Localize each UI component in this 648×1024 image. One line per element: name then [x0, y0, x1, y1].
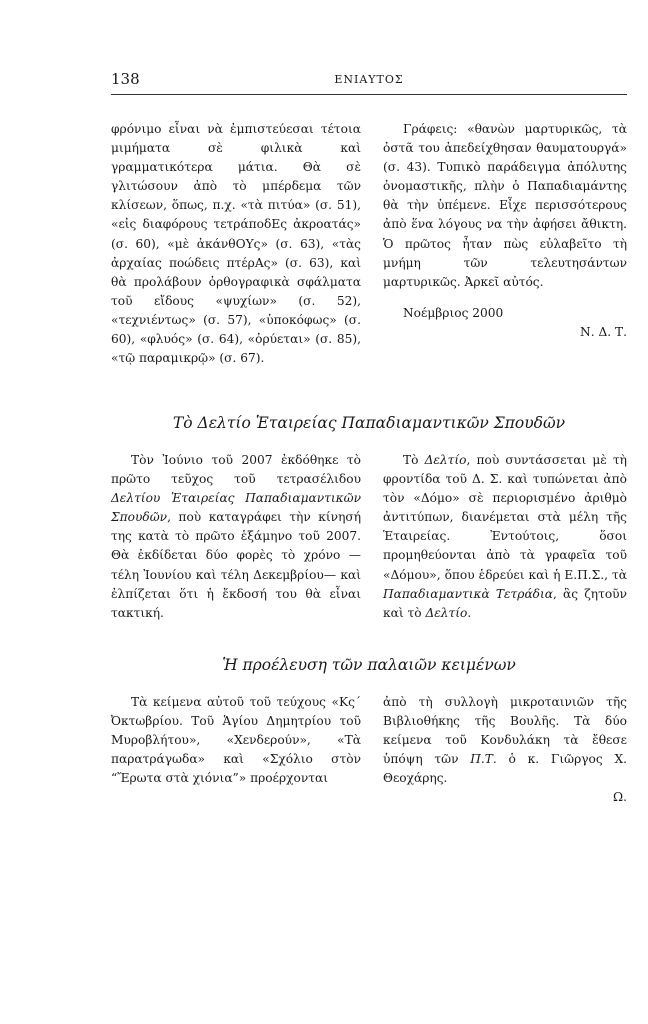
page-header	[111, 70, 627, 95]
signature-ndt: Ν. Δ. Τ.	[580, 324, 627, 339]
text-run: , ποὺ συντάσσεται μὲ τὴ φροντίδα τοῦ Δ. Σ. καὶ τυπώνεται ἀπὸ τὸν «Δόμο» σὲ περιορισμένο ἀριθμὸ ἀντιτύπων, διανέμεται στὰ μέλη τῆς Ἑταιρείας. Ἐντούτοις, ὅσοι προμηθεύονται ἀπὸ τὰ γραφεῖα τοῦ «Δόμου», ὅπου ἑδρεύει καὶ ἡ Ε.Π.Σ., τὰ	[383, 453, 627, 582]
italic-title: Δελτίου Ἑταιρείας Παπαδιαμαντικῶν Σπουδῶν	[111, 491, 361, 525]
italic-title: Δελτίο	[424, 453, 467, 467]
section1-right-column	[383, 120, 627, 342]
italic-title: Παπαδιαμαντικὰ Τετράδια	[383, 586, 554, 601]
text-run: , ποὺ καταγράφει τὴν κίνησή της κατὰ τὸ πρῶτο ἑξάμηνο τοῦ 2007. Θὰ ἐκδίδεται δύο φορὲς τὸ χρόνο —τέλη Ἰουνίου καὶ τέλη Δεκεμβρίου— καὶ ἐλπίζεται ὅτι ἡ ἔκδοσή του θὰ εἶναι τακτική.	[111, 510, 361, 620]
italic-abbrev: Π.Τ.	[470, 752, 497, 767]
section2-right-column	[383, 451, 627, 623]
text-run: ἀπὸ τὴ συλλογὴ μικροταινιῶν τῆς Βιβλιοθήκης τῆς Βουλῆς. Τὰ δύο κείμενα τοῦ Κονδυλάκη τὰ ἔθεσε ὑπόψη τῶν	[383, 695, 627, 767]
date-line: Νοέμβριος 2000	[403, 305, 504, 320]
text-run: ὁ κ. Γιῶργος Χ. Θεοχάρης.	[383, 752, 627, 786]
section2-left-paragraph	[111, 451, 361, 623]
section1-left-column	[111, 120, 361, 368]
text-run: .	[467, 605, 472, 620]
section2-title: Τὸ Δελτίο Ἑταιρείας Παπαδιαμαντικῶν Σπουδῶν	[172, 414, 566, 432]
section2-right-paragraph	[383, 451, 627, 623]
signature-omega: Ω.	[613, 790, 627, 805]
section3-right-column	[383, 693, 627, 808]
section3-right-paragraph	[383, 693, 627, 788]
section3-left-paragraph: Τὰ κείμενα αὐτοῦ τοῦ τεύχους «Κς΄ Ὀκτωβρίου. Τοῦ Ἁγίου Δημητρίου τοῦ Μυροβλήτου», «Χενδερούν», «Τὰ παρατράγωδα» καὶ «Σχόλιο στὸν “Ἔρωτα στὰ χιόνια”» προέρχονται	[111, 695, 361, 786]
text-run: Τὸν Ἰούνιο τοῦ 2007 ἐκδόθηκε τὸ πρῶτο τεῦχος τοῦ τετρασέλιδου	[111, 453, 361, 487]
page-number: 138	[111, 70, 140, 88]
section3-left-column	[111, 693, 361, 788]
section2-left-column	[111, 451, 361, 623]
text-run: , ἂς ζητοῦν καὶ τὸ	[383, 586, 628, 620]
section1-right-paragraph: Γράφεις: «θανὼν μαρτυρικῶς, τὰ ὀστᾶ του ἀπεδείχθησαν θαυματουργά» (σ. 43). Τυπικὸ παράδειγμα ἀπόλυτης ὀνομαστικῆς, πλὴν ὁ Παπαδιαμάντης θὰ τὴν ὑπέμενε. Εἶχε περισσότερους ἀπὸ ἕνα λόγους να τὴν ἀφήσει ἄθικτη. Ὁ πρῶτος ἦταν πὼς εὐλαβεῖτο τὴ μνήμη τῶν τελευτησάντων μαρτυρικῶς. Ἀρκεῖ αὐτός.	[383, 122, 627, 289]
section3-title: Ἡ προέλευση τῶν παλαιῶν κειμένων	[222, 656, 516, 674]
text-run: Τὸ	[403, 453, 425, 467]
running-title: ΕΝΙΑΥΤΟΣ	[334, 73, 404, 86]
section1-left-paragraph: φρόνιμο εἶναι νὰ ἐμπιστεύεσαι τέτοια μιμήματα σὲ φιλικὰ καὶ γραμματικότερα μάτια. Θὰ σὲ γλιτώσουν ἀπὸ τὸ μπέρδεμα τῶν κλίσεων, ὅπως, π.χ. «τὰ πιτύα» (σ. 51), «εἰς διαφόρους τετράποδΕς ἀκροατάς» (σ. 60), «μὲ ἀκάνθΟΥς» (σ. 63), «τὰς ἀρχαίας ποώδεις πτέρΑς» (σ. 63), καὶ θὰ προλάβουν ὀρθογραφικὰ σφάλματα τοῦ εἴδους «ψυχίων» (σ. 52), «τεχνιέντως» (σ. 57), «ὑποκόφως» (σ. 60), «φλυός» (σ. 64), «ὀρύεται» (σ. 85), «τῷ παραμικρῷ» (σ. 67).	[111, 122, 361, 366]
italic-title: Δελτίο	[425, 605, 468, 620]
